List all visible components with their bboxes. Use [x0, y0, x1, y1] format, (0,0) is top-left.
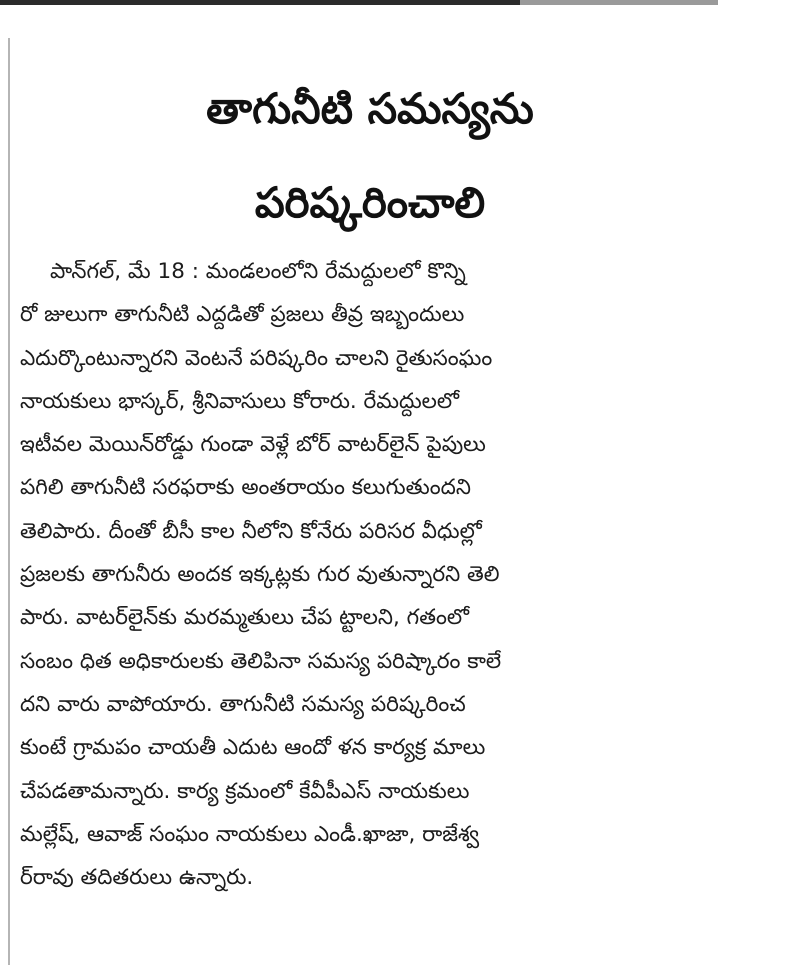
article-body — [20, 250, 720, 899]
body-line: దని వారు వాపోయారు. తాగునీటి సమస్య పరిష్కరించ — [20, 691, 466, 717]
body-line: కుంటే గ్రామపం చాయతీ ఎదుట ఆందో ళన కార్యక్ర మాలు — [20, 735, 486, 761]
body-line: నాయకులు భాస్కర్, శ్రీనివాసులు కోరారు. రేమద్దులలో — [20, 388, 460, 414]
top-border-rule-light — [520, 0, 718, 5]
body-line: సంబం ధిత అధికారులకు తెలిపినా సమస్య పరిష్కారం కాలే — [20, 648, 502, 674]
body-line: తెలిపారు. దీంతో బీసీ కాల నీలోని కోనేరు పరిసర వీధుల్లో — [20, 518, 482, 544]
column-divider — [8, 38, 10, 965]
headline-line-2: పరిష్కరించాలి — [254, 178, 486, 227]
body-line: ర్‌రావు తదితరులు ఉన్నారు. — [20, 865, 254, 891]
body-line: చేపడతామన్నారు. కార్య క్రమంలో కేవీపీఎస్ నాయకులు — [20, 778, 470, 804]
body-line: ఎదుర్కొంటున్నారని వెంటనే పరిష్కరిం చాలని రైతుసంఘం — [20, 345, 493, 371]
body-line: పగిలి తాగునీటి సరఫరాకు అంతరాయం కలుగుతుందని — [20, 475, 471, 501]
body-line: ప్రజలకు తాగునీరు అందక ఇక్కట్లకు గుర వుతున్నారని తెలి — [20, 562, 500, 588]
body-line: ఇటీవల మెయిన్‌రోడ్డు గుండా వెళ్లే బోర్ వాటర్‌లైన్ పైపులు — [20, 432, 486, 458]
headline-line-1: తాగునీటి సమస్యను — [206, 84, 534, 133]
body-line: మల్లేష్, ఆవాజ్ సంఘం నాయకులు ఎండీ.ఖాజా, రాజేశ్వ — [20, 821, 480, 847]
body-line: పారు. వాటర్‌లైన్‌కు మరమ్మతులు చేప ట్టాలని, గతంలో — [20, 605, 469, 631]
article-headline — [20, 62, 720, 250]
body-line: పాన్‌గల్, మే 18 : మండలంలోని రేమద్దులలో కొన్ని — [50, 259, 466, 284]
body-line: రో జులుగా తాగునీటి ఎద్దడితో ప్రజలు తీవ్ర ఇబ్బందులు — [20, 302, 465, 328]
